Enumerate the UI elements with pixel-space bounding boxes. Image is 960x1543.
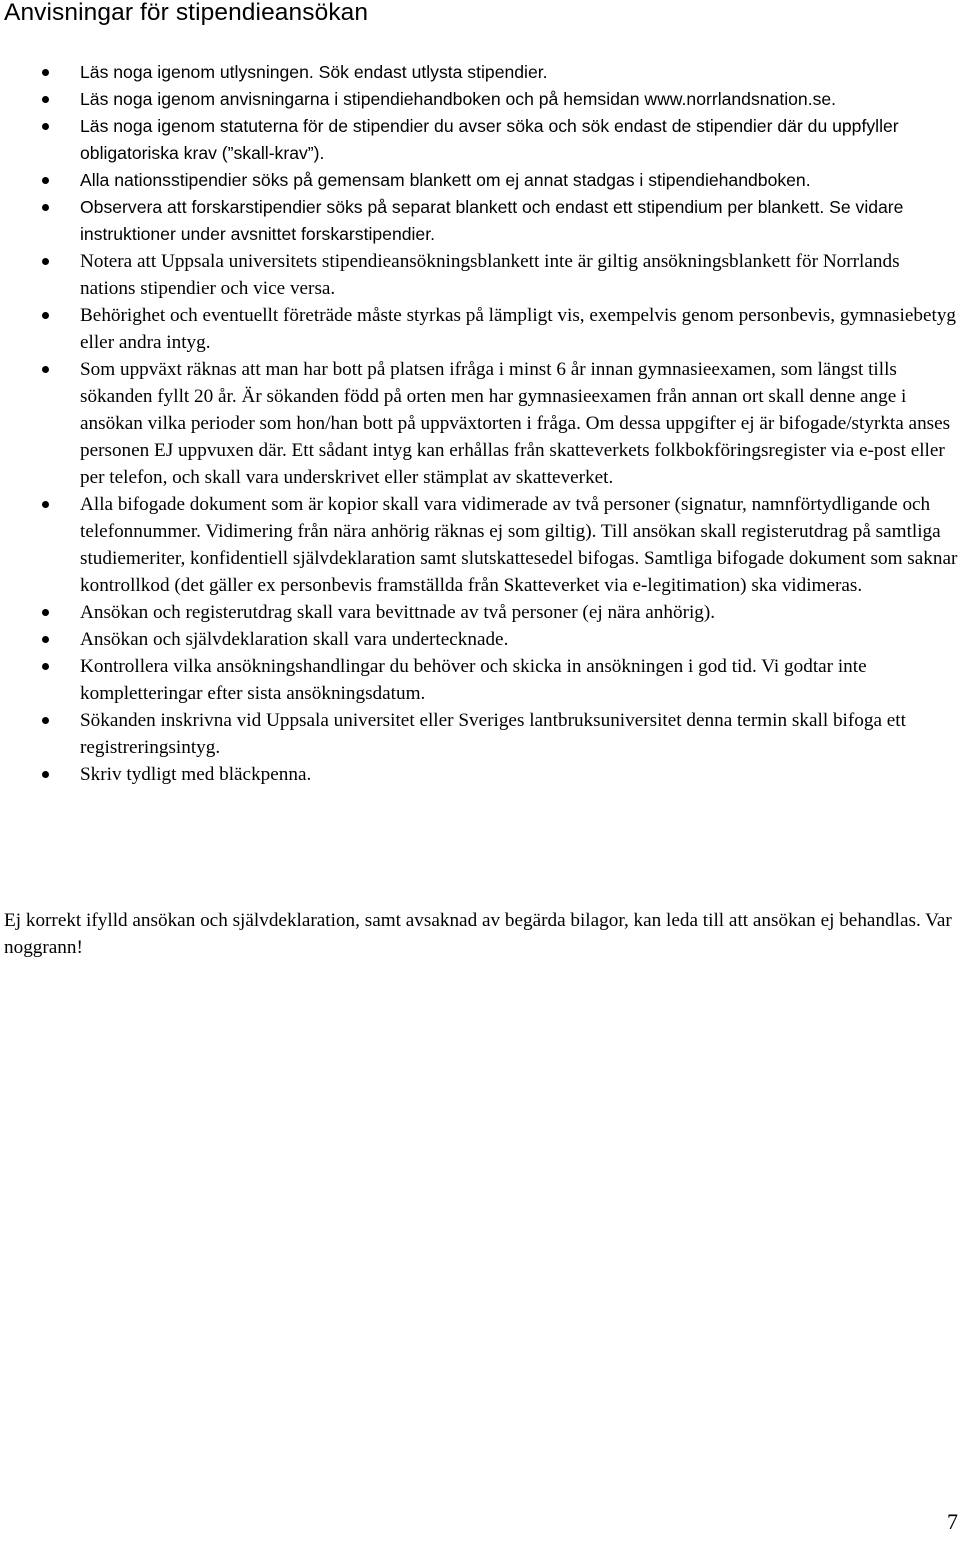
list-item-text: Alla bifogade dokument som är kopior skall vara vidimerade av två personer (signatur, namnförtydligande och telefonnummer. Vidimering från nära anhörig räknas ej som giltig). Till ansökan skall registerutdrag på samtliga studiemeriter, konfidentiell självdeklaration samt slutskattesedel bifogas. Samtliga bifogade dokument som saknar kontrollkod (det gäller ex personbevis framställda från Skatteverket via e-legitimation) ska vidimeras. <box>80 494 958 596</box>
bullet-icon <box>42 501 49 508</box>
list-item <box>0 626 960 653</box>
page-title: Anvisningar för stipendieansökan <box>4 0 369 26</box>
list-item-text: Läs noga igenom statuterna för de stipendier du avser söka och sök endast de stipendier där du uppfyller obligatoriska krav (”skall-krav”). <box>80 116 899 163</box>
page-number: 7 <box>947 1509 958 1534</box>
instructions-list <box>0 59 960 788</box>
bullet-icon <box>42 312 49 319</box>
list-item-text: Sökanden inskrivna vid Uppsala universitet eller Sveriges lantbruksuniversitet denna termin skall bifoga ett registreringsintyg. <box>80 710 906 758</box>
list-item <box>0 248 960 302</box>
list-item <box>0 302 960 356</box>
closing-note: Ej korrekt ifylld ansökan och självdeklaration, samt avsaknad av begärda bilagor, kan leda till att ansökan ej behandlas. Var noggrann! <box>4 910 952 958</box>
bullet-icon <box>42 96 49 103</box>
bullet-icon <box>42 177 49 184</box>
list-item-text: Läs noga igenom anvisningarna i stipendiehandboken och på hemsidan www.norrlandsnation.se. <box>80 89 837 109</box>
bullet-icon <box>42 663 49 670</box>
list-item-text: Läs noga igenom utlysningen. Sök endast utlysta stipendier. <box>80 62 548 82</box>
list-item <box>0 113 960 167</box>
list-item-text: Observera att forskarstipendier söks på separat blankett och endast ett stipendium per blankett. Se vidare instruktioner under avsnittet forskarstipendier. <box>80 197 904 244</box>
bullet-icon <box>42 636 49 643</box>
list-item-text: Skriv tydligt med bläckpenna. <box>80 764 312 785</box>
list-item <box>0 86 960 113</box>
list-item <box>0 761 960 788</box>
list-item-text: Ansökan och registerutdrag skall vara bevittnade av två personer (ej nära anhörig). <box>80 602 716 623</box>
bullet-icon <box>42 366 49 373</box>
list-item-text: Som uppväxt räknas att man har bott på platsen ifråga i minst 6 år innan gymnasieexamen, som längst tills sökanden fyllt 20 år. Är sökanden född på orten men har gymnasieexamen från annan ort skall denne ange i ansökan vilka perioder som hon/han bott på uppväxtorten i fråga. Om dessa uppgifter ej är bifogade/styrkta anses personen EJ uppvuxen där. Ett sådant intyg kan erhållas från skatteverkets folkbokföringsregister via e-post eller per telefon, och skall vara underskrivet eller stämplat av skatteverket. <box>80 359 951 488</box>
list-item <box>0 707 960 761</box>
list-item <box>0 491 960 599</box>
list-item-text: Notera att Uppsala universitets stipendieansökningsblankett inte är giltig ansökningsblankett för Norrlands nations stipendier och vice versa. <box>80 251 900 299</box>
bullet-icon <box>42 204 49 211</box>
bullet-icon <box>42 123 49 130</box>
bullet-icon <box>42 69 49 76</box>
list-item <box>0 653 960 707</box>
bullet-icon <box>42 609 49 616</box>
list-item-text: Kontrollera vilka ansökningshandlingar du behöver och skicka in ansökningen i god tid. Vi godtar inte kompletteringar efter sista ansökningsdatum. <box>80 656 867 704</box>
bullet-icon <box>42 771 49 778</box>
list-item-text: Behörighet och eventuellt företräde måste styrkas på lämpligt vis, exempelvis genom personbevis, gymnasiebetyg eller andra intyg. <box>80 305 957 353</box>
list-item <box>0 59 960 86</box>
list-item <box>0 194 960 248</box>
list-item <box>0 356 960 491</box>
list-item-text: Ansökan och självdeklaration skall vara undertecknade. <box>80 629 509 650</box>
list-item-text: Alla nationsstipendier söks på gemensam blankett om ej annat stadgas i stipendiehandboken. <box>80 170 811 190</box>
list-item <box>0 167 960 194</box>
bullet-icon <box>42 258 49 265</box>
list-item <box>0 599 960 626</box>
bullet-icon <box>42 717 49 724</box>
